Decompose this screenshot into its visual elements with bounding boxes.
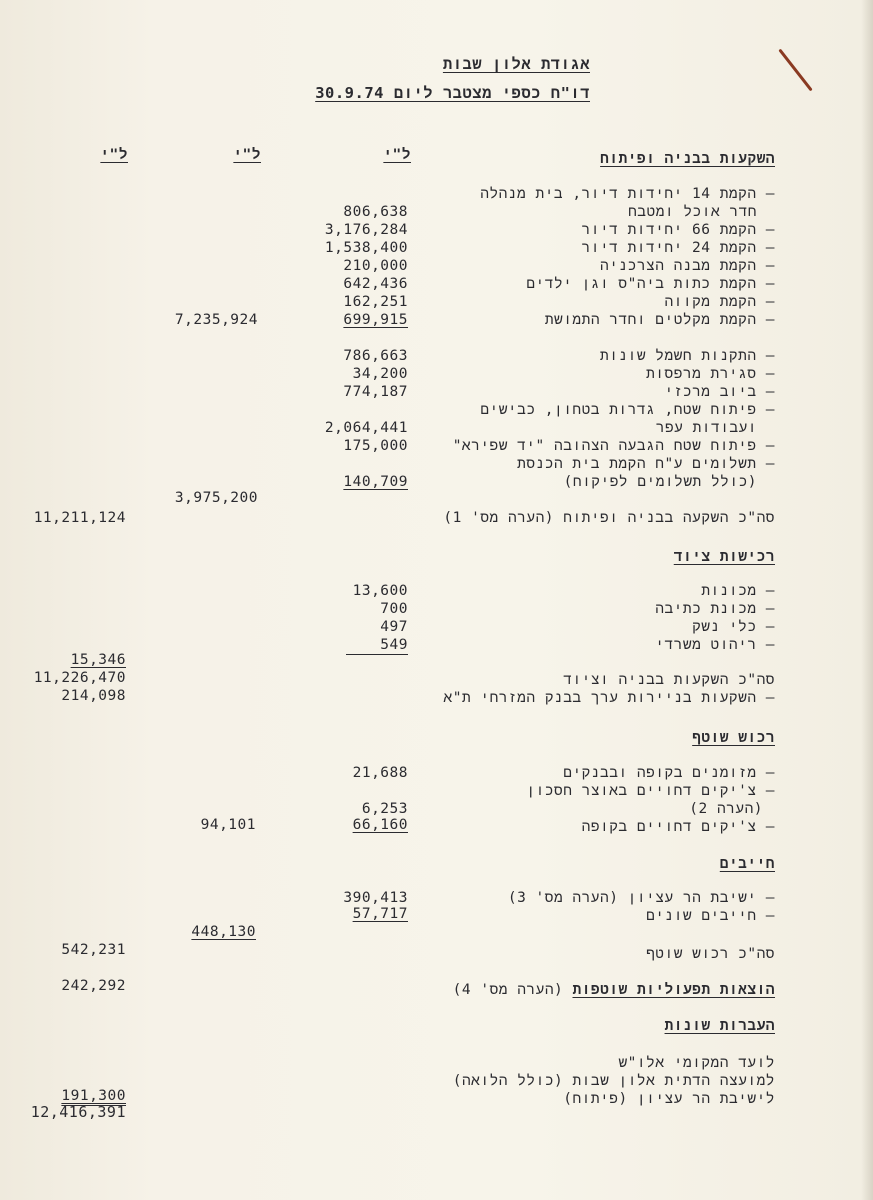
line-item-label: – פיתוח שטח הגבעה הצהובה "יד שפירא" bbox=[452, 438, 775, 454]
section-title-construction: השקעות בבניה ופיתוח bbox=[600, 151, 775, 167]
section-title-debtors: חייבים bbox=[719, 856, 775, 872]
line-item-label: – כלי נשק bbox=[692, 619, 775, 635]
line-item-label: – הקמת 24 יחידות דיור bbox=[581, 240, 775, 256]
section-total-label: סה"כ רכוש שוטף bbox=[646, 946, 775, 962]
line-item-label: – הקמת מקווה bbox=[664, 294, 775, 310]
line-item-label: – צ'יקים דחויים באוצר חסכון bbox=[526, 783, 775, 799]
line-item-label: – ריהוט משרדי bbox=[655, 637, 775, 653]
column-header-1: ל"י bbox=[383, 147, 411, 163]
underlined-value: 66,160 bbox=[352, 817, 408, 833]
double-underlined-value: 191,300 bbox=[61, 1088, 126, 1104]
grand-total-value: 12,416,391 bbox=[30, 1103, 126, 1121]
underlined-value: 448,130 bbox=[191, 924, 256, 940]
underlined-value: 699,915 bbox=[343, 312, 408, 328]
line-item-label: למועצה הדתית אלון שבות (כולל הלואה) bbox=[452, 1073, 775, 1089]
line-item-label: – הקמת כתות ביה"ס וגן ילדים bbox=[526, 276, 775, 292]
column-header-2: ל"י bbox=[233, 147, 261, 163]
section-title-current-assets: רכוש שוטף bbox=[692, 730, 775, 746]
line-item-value: 786,663 bbox=[343, 348, 408, 364]
line-item-label: – הקמת מקלטים וחדר התמושת bbox=[544, 312, 775, 328]
line-item-label: – השקעות בניירות ערך בבנק המזרחי ת"א bbox=[443, 690, 775, 706]
line-item-label: – הקמת 14 יחידות דיור, בית מנהלה bbox=[480, 186, 775, 202]
section-title-equipment: רכישות ציוד bbox=[673, 549, 775, 565]
line-item-label: – צ'יקים דחויים בקופה bbox=[581, 819, 775, 835]
line-item-label: (כולל תשלומים לפיקוח) bbox=[563, 474, 757, 490]
line-item-value bbox=[278, 816, 408, 834]
line-item-label: – מכונת כתיבה bbox=[655, 601, 775, 617]
line-item-label: – מכונות bbox=[701, 583, 775, 599]
operating-expenses-title: הוצאות תפעוליות שוטפות bbox=[572, 982, 775, 998]
paper-edge-shadow bbox=[861, 0, 873, 1200]
line-item-label: – הקמת מבנה הצרכניה bbox=[600, 258, 775, 274]
line-item-value: 34,200 bbox=[352, 366, 408, 382]
subtotal-value bbox=[126, 923, 256, 941]
section-total-label: סה"כ השקעה בבניה ופיתוח (הערה מס' 1) bbox=[443, 510, 775, 526]
line-item-label: – התקנות חשמל שונות bbox=[600, 348, 775, 364]
line-item-value: 497 bbox=[380, 619, 408, 635]
underlined-value: 57,717 bbox=[352, 906, 408, 922]
underlined-value: 140,709 bbox=[343, 474, 408, 490]
line-item-label: ועבודות עפר bbox=[655, 420, 757, 436]
line-item-value: 210,000 bbox=[343, 258, 408, 274]
section-total-value: 542,231 bbox=[61, 942, 126, 958]
line-item-value: 3,176,284 bbox=[324, 222, 408, 238]
line-item-value bbox=[278, 473, 408, 491]
line-item-label: – מזומנים בקופה ובבנקים bbox=[563, 765, 775, 781]
org-title: אגודת אלון שבות bbox=[442, 55, 590, 73]
line-item-label: – סגירת מרפסות bbox=[646, 366, 775, 382]
line-item-value: 162,251 bbox=[343, 294, 408, 310]
section-title-operating-expenses bbox=[453, 981, 775, 999]
line-item-value: 806,638 bbox=[343, 204, 408, 220]
underlined-value: 15,346 bbox=[70, 652, 126, 668]
section-total-value: 11,226,470 bbox=[33, 670, 126, 686]
subtotal-value bbox=[0, 651, 126, 669]
line-item-value: 390,413 bbox=[343, 890, 408, 906]
line-item-value: 6,253 bbox=[361, 801, 408, 817]
line-item-label: חדר אוכל ומטבח bbox=[628, 204, 757, 220]
line-item-value: 13,600 bbox=[352, 583, 408, 599]
report-title: דו"ח כספי מצטבר ליום 30.9.74 bbox=[315, 84, 590, 102]
section-total-value: 242,292 bbox=[61, 978, 126, 994]
line-item-label: לישיבת הר עציון (פיתוח) bbox=[563, 1091, 775, 1107]
section-total-label: סה"כ השקעות בבניה וציוד bbox=[563, 672, 775, 688]
operating-expenses-note: (הערה מס' 4) bbox=[452, 982, 564, 998]
subtotal-value: 94,101 bbox=[200, 817, 256, 833]
line-item-label: – הקמת 66 יחידות דיור bbox=[581, 222, 775, 238]
line-item-value: 1,538,400 bbox=[324, 240, 408, 256]
section-total-value: 11,211,124 bbox=[33, 510, 126, 526]
line-item-value bbox=[278, 905, 408, 923]
line-item-value: 642,436 bbox=[343, 276, 408, 292]
line-item-label: – ישיבת הר עציון (הערה מס' 3) bbox=[507, 890, 775, 906]
line-item-label: לועד המקומי אלו"ש bbox=[618, 1055, 775, 1071]
line-item-value: 214,098 bbox=[61, 688, 126, 704]
subtotal-value: 3,975,200 bbox=[174, 490, 258, 506]
line-item-value: 2,064,441 bbox=[324, 420, 408, 436]
staple-mark bbox=[778, 49, 812, 92]
line-item-value: 549 bbox=[346, 636, 408, 655]
line-item-value: 175,000 bbox=[343, 438, 408, 454]
line-item-value: 21,688 bbox=[352, 765, 408, 781]
line-item-label: – תשלומים ע"ח הקמת בית הכנסת bbox=[517, 456, 775, 472]
line-item-label: – פיתוח שטח, גדרות בטחון, כבישים bbox=[480, 402, 775, 418]
column-header-3: ל"י bbox=[100, 147, 128, 163]
line-item-value bbox=[278, 311, 408, 329]
line-item-value: 700 bbox=[380, 601, 408, 617]
line-item-label: – ביוב מרכזי bbox=[664, 384, 775, 400]
line-item-value: 774,187 bbox=[343, 384, 408, 400]
line-item-label: – חייבים שונים bbox=[646, 908, 775, 924]
subtotal-value: 7,235,924 bbox=[174, 312, 258, 328]
line-item-label: (הערה 2) bbox=[689, 801, 763, 817]
section-title-transfers: העברות שונות bbox=[664, 1018, 775, 1034]
